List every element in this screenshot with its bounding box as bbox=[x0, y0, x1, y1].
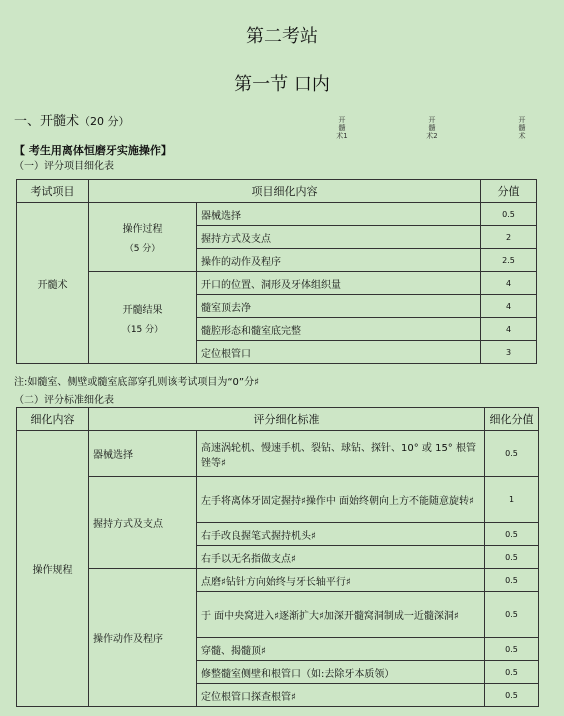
criteria-cell: 高速涡轮机、慢速手机、裂钻、球钻、探针、10° 或 15° 根管锉等♯ bbox=[197, 431, 485, 477]
vertical-label-3: 开髓术 bbox=[518, 116, 526, 140]
score-cell: 0.5 bbox=[485, 661, 539, 684]
group-cell: 操作动作及程序 bbox=[89, 569, 197, 707]
note: 注:如髓室、侧壁或髓室底部穿孔则该考试项目为“0”分♯ bbox=[14, 377, 259, 388]
group-result bbox=[89, 272, 197, 364]
score-cell: 4 bbox=[481, 295, 537, 318]
group-name: 开髓结果 bbox=[122, 304, 163, 316]
score-cell: 0.5 bbox=[481, 203, 537, 226]
item-cell: 操作的动作及程序 bbox=[197, 249, 481, 272]
item-cell: 开口的位置、洞形及牙体组织量 bbox=[197, 272, 481, 295]
score-cell: 3 bbox=[481, 341, 537, 364]
criteria-cell: 右手改良握笔式握持机头♯ bbox=[197, 523, 485, 546]
task-instruction: 【 考生用离体恒磨牙实施操作】 bbox=[14, 144, 172, 157]
header-exam-item: 考试项目 bbox=[17, 180, 89, 203]
item-cell: 定位根管口 bbox=[197, 341, 481, 364]
part-heading-label: 一、开髓术 bbox=[14, 114, 80, 129]
score-criteria-table bbox=[16, 407, 539, 707]
part-heading bbox=[14, 110, 130, 129]
header-score: 分值 bbox=[481, 180, 537, 203]
station-title: 第二考站 bbox=[246, 26, 318, 47]
header-item-detail: 项目细化内容 bbox=[89, 180, 481, 203]
group-cell: 握持方式及支点 bbox=[89, 477, 197, 569]
score-cell: 2 bbox=[481, 226, 537, 249]
score-cell: 4 bbox=[481, 272, 537, 295]
group-score: （15 分） bbox=[121, 324, 164, 335]
vertical-label-1: 开髓术1 bbox=[336, 116, 348, 140]
score-cell: 0.5 bbox=[485, 523, 539, 546]
table1-caption: （一）评分项目细化表 bbox=[14, 161, 114, 172]
item-cell: 器械选择 bbox=[197, 203, 481, 226]
group-name: 操作过程 bbox=[122, 224, 163, 235]
item-cell: 握持方式及支点 bbox=[197, 226, 481, 249]
part-score: （20 分） bbox=[79, 115, 130, 128]
item-cell: 髓室顶去净 bbox=[197, 295, 481, 318]
score-cell: 0.5 bbox=[485, 592, 539, 638]
table2-caption: （二）评分标准细化表 bbox=[14, 395, 114, 406]
header-detail: 细化内容 bbox=[17, 408, 89, 431]
header-detail-score: 细化分值 bbox=[485, 408, 539, 431]
group-operation bbox=[89, 203, 197, 272]
project-name: 开髓术 bbox=[17, 203, 89, 364]
score-cell: 4 bbox=[481, 318, 537, 341]
criteria-cell: 定位根管口探查根管♯ bbox=[197, 684, 485, 707]
vertical-label-2: 开髓术2 bbox=[426, 116, 438, 140]
criteria-cell: 穿髓、揭髓顶♯ bbox=[197, 638, 485, 661]
criteria-cell: 右手以无名指做支点♯ bbox=[197, 546, 485, 569]
score-cell: 0.5 bbox=[485, 638, 539, 661]
score-cell: 1 bbox=[485, 477, 539, 523]
score-cell: 0.5 bbox=[485, 569, 539, 592]
criteria-cell: 于 面中央窝进入♯逐渐扩大♯加深开髓窝洞制成一近髓深洞♯ bbox=[197, 592, 485, 638]
section-title: 第一节 口内 bbox=[234, 74, 330, 95]
score-cell: 0.5 bbox=[485, 431, 539, 477]
category-cell: 操作规程 bbox=[17, 431, 89, 707]
score-items-table bbox=[16, 179, 537, 364]
group-cell: 器械选择 bbox=[89, 431, 197, 477]
criteria-cell: 修整髓室侧壁和根管口（如:去除牙本质领） bbox=[197, 661, 485, 684]
score-cell: 0.5 bbox=[485, 546, 539, 569]
header-criteria: 评分细化标准 bbox=[89, 408, 485, 431]
group-score: （5 分） bbox=[124, 244, 161, 254]
item-cell: 髓腔形态和髓室底完整 bbox=[197, 318, 481, 341]
score-cell: 0.5 bbox=[485, 684, 539, 707]
score-cell: 2.5 bbox=[481, 249, 537, 272]
criteria-cell: 点磨♯钻针方向始终与牙长轴平行♯ bbox=[197, 569, 485, 592]
criteria-cell: 左手将离体牙固定握持♯操作中 面始终朝向上方不能随意旋转♯ bbox=[197, 477, 485, 523]
